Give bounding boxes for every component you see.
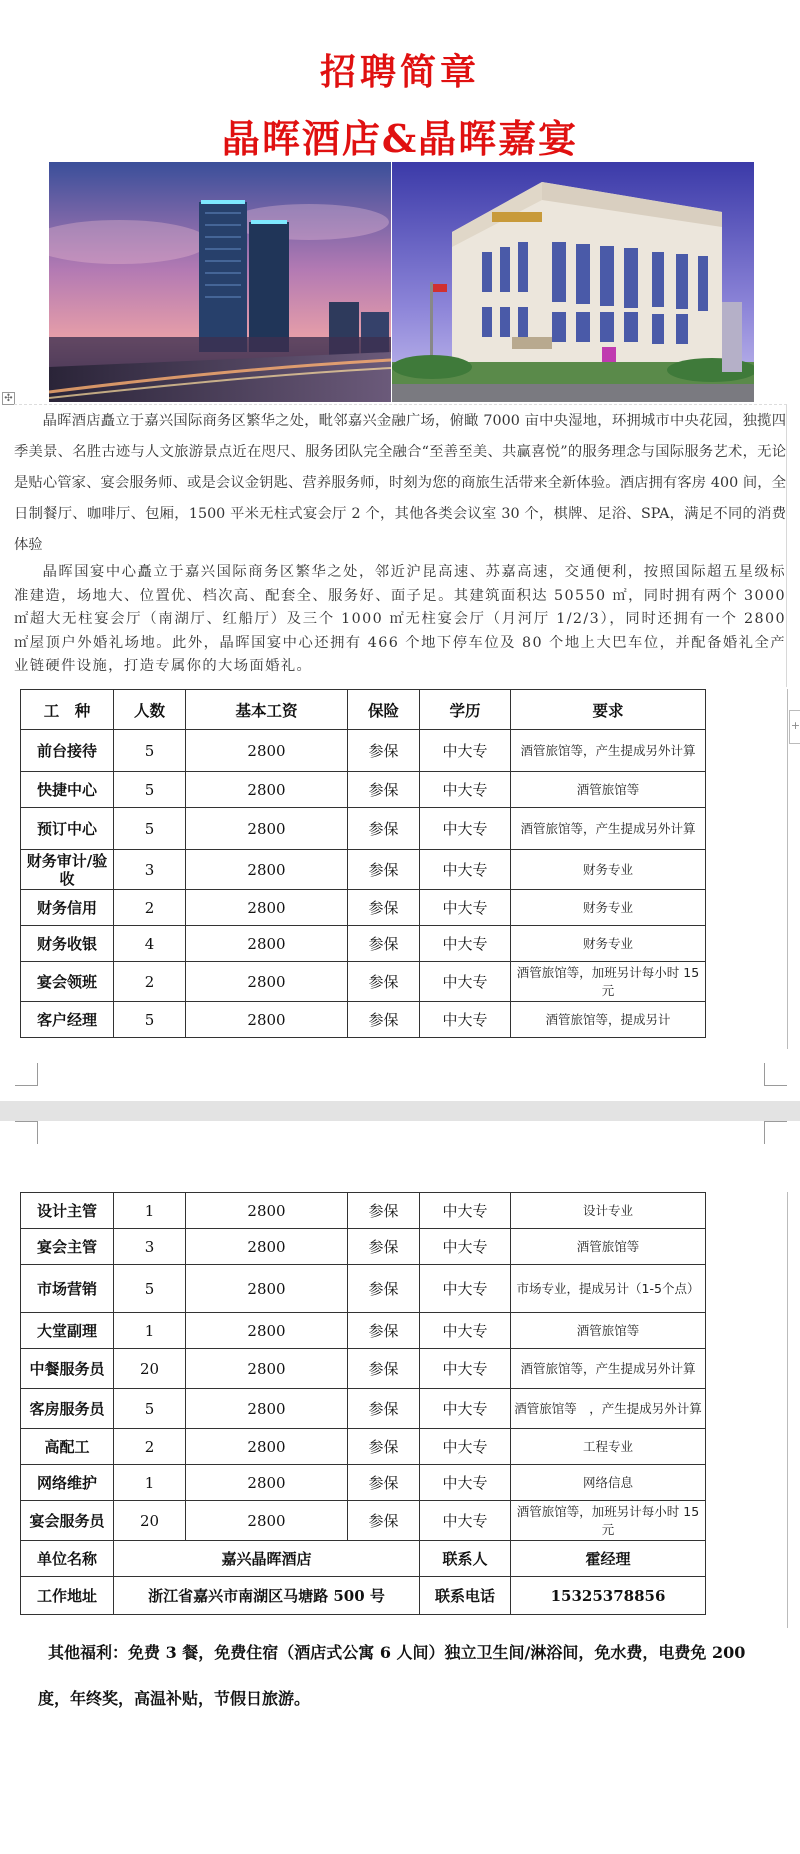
requirement: 市场专业，提成另计（1-5个点） (511, 1265, 706, 1313)
table-row (21, 1349, 706, 1389)
headcount: 1 (114, 1465, 186, 1501)
education: 中大专 (420, 1429, 511, 1465)
job-title: 中餐服务员 (21, 1349, 114, 1389)
column-header: 学历 (420, 690, 511, 730)
base-salary: 2800 (186, 1389, 348, 1429)
column-header: 保险 (348, 690, 420, 730)
base-salary: 2800 (186, 1313, 348, 1349)
table-row (21, 926, 706, 962)
phone-number: 15325378856 (511, 1577, 706, 1615)
education: 中大专 (420, 730, 511, 772)
job-title: 宴会服务员 (21, 1501, 114, 1541)
insurance: 参保 (348, 808, 420, 850)
company-name: 嘉兴晶晖酒店 (114, 1541, 420, 1577)
job-title: 宴会领班 (21, 962, 114, 1002)
page-gap (0, 1101, 800, 1121)
page-right-border (787, 689, 788, 1049)
job-title: 宴会主管 (21, 1229, 114, 1265)
hotel-intro-paragraph: 晶晖酒店矗立于嘉兴国际商务区繁华之处，毗邻嘉兴金融广场，俯瞰 7000 亩中央湿地，环拥城市中央花园，独揽四季美景、名胜古迹与人文旅游景点近在咫尺、服务团队完全融合“至善至美、共赢喜悦”的服务理念与国际服务艺术，无论是贴心管家、宴会服务师、或是会议金钥匙、营养服务师，时刻为您的商旅生活带来全新体验。酒店拥有客房 400 间，全日制餐厅、咖啡厅、包厢，1500 平米无柱式宴会厅 2 个，其他各类会议室 30 个，棋牌、足浴、SPA，满足不同的消费体验 (14, 413, 786, 553)
other-benefits: 其他福利：免费 3 餐，免费住宿（酒店式公寓 6 人间）独立卫生间/淋浴间，免水费，电费免 200 度，年终奖，高温补贴，节假日旅游。 (38, 1643, 746, 1708)
education: 中大专 (420, 1193, 511, 1229)
requirement: 工程专业 (511, 1429, 706, 1465)
insurance: 参保 (348, 850, 420, 890)
headcount: 5 (114, 772, 186, 808)
base-salary: 2800 (186, 1193, 348, 1229)
headcount: 5 (114, 1002, 186, 1038)
headcount: 5 (114, 730, 186, 772)
page-corner-mark (764, 1063, 787, 1086)
contact-person: 霍经理 (511, 1541, 706, 1577)
base-salary: 2800 (186, 730, 348, 772)
headcount: 1 (114, 1313, 186, 1349)
base-salary: 2800 (186, 1465, 348, 1501)
requirement: 网络信息 (511, 1465, 706, 1501)
base-salary: 2800 (186, 1002, 348, 1038)
requirement: 酒管旅馆等，产生提成另外计算 (511, 1349, 706, 1389)
city-night-photo (49, 162, 391, 402)
requirement: 酒管旅馆等 (511, 1229, 706, 1265)
job-title: 财务审计/验收 (21, 850, 114, 890)
education: 中大专 (420, 1501, 511, 1541)
table-row (21, 1429, 706, 1465)
job-title: 快捷中心 (21, 772, 114, 808)
education: 中大专 (420, 962, 511, 1002)
jobs-table-page2 (20, 1192, 706, 1615)
page-corner-mark (15, 1063, 38, 1086)
table-row (21, 962, 706, 1002)
table-row (21, 1389, 706, 1429)
page-corner-mark (764, 1121, 787, 1144)
job-title: 财务信用 (21, 890, 114, 926)
base-salary: 2800 (186, 850, 348, 890)
insurance: 参保 (348, 1229, 420, 1265)
insurance: 参保 (348, 730, 420, 772)
table-row (21, 1265, 706, 1313)
job-title: 客户经理 (21, 1002, 114, 1038)
job-title: 大堂副理 (21, 1313, 114, 1349)
table-row (21, 890, 706, 926)
education: 中大专 (420, 1265, 511, 1313)
hotel-photos (49, 162, 754, 402)
education: 中大专 (420, 1002, 511, 1038)
requirement: 酒管旅馆等 (511, 1313, 706, 1349)
insurance: 参保 (348, 1429, 420, 1465)
insurance: 参保 (348, 926, 420, 962)
table-row (21, 1002, 706, 1038)
table-row (21, 808, 706, 850)
address-label: 工作地址 (21, 1577, 114, 1615)
base-salary: 2800 (186, 808, 348, 850)
headcount: 3 (114, 1229, 186, 1265)
insurance: 参保 (348, 1349, 420, 1389)
headcount: 5 (114, 808, 186, 850)
job-title: 预订中心 (21, 808, 114, 850)
requirement: 酒管旅馆等，产生提成另外计算 (511, 808, 706, 850)
base-salary: 2800 (186, 1349, 348, 1389)
insurance: 参保 (348, 1501, 420, 1541)
table-row (21, 850, 706, 890)
column-header: 人数 (114, 690, 186, 730)
headcount: 2 (114, 890, 186, 926)
education: 中大专 (420, 1229, 511, 1265)
table-row (21, 1313, 706, 1349)
table-row (21, 1229, 706, 1265)
work-address: 浙江省嘉兴市南湖区马塘路 500 号 (114, 1577, 420, 1615)
insurance: 参保 (348, 1313, 420, 1349)
contact-row (21, 1541, 706, 1577)
insurance: 参保 (348, 1465, 420, 1501)
contact-row (21, 1577, 706, 1615)
page-right-border (787, 1192, 788, 1628)
requirement: 财务专业 (511, 890, 706, 926)
table-header-row (21, 690, 706, 730)
job-title: 市场营销 (21, 1265, 114, 1313)
headcount: 20 (114, 1349, 186, 1389)
column-header: 工 种 (21, 690, 114, 730)
table-row (21, 772, 706, 808)
education: 中大专 (420, 850, 511, 890)
job-title: 财务收银 (21, 926, 114, 962)
job-title: 前台接待 (21, 730, 114, 772)
education: 中大专 (420, 1349, 511, 1389)
page-corner-mark (15, 1121, 38, 1144)
requirement: 酒管旅馆等 ，产生提成另外计算 (511, 1389, 706, 1429)
requirement: 酒管旅馆等 (511, 772, 706, 808)
requirement: 财务专业 (511, 926, 706, 962)
hotel-name-title: 晶晖酒店&晶晖嘉宴 (221, 116, 579, 161)
insurance: 参保 (348, 1002, 420, 1038)
table-row (21, 730, 706, 772)
requirement: 酒管旅馆等，提成另计 (511, 1002, 706, 1038)
table-row (21, 1501, 706, 1541)
headcount: 2 (114, 962, 186, 1002)
requirement: 酒管旅馆等，产生提成另外计算 (511, 730, 706, 772)
base-salary: 2800 (186, 1265, 348, 1313)
move-handle-icon[interactable]: ✣ (2, 392, 15, 405)
plus-icon[interactable]: + (789, 710, 800, 744)
headcount: 20 (114, 1501, 186, 1541)
page-title: 招聘简章 (319, 51, 480, 93)
requirement: 设计专业 (511, 1193, 706, 1229)
base-salary: 2800 (186, 1229, 348, 1265)
insurance: 参保 (348, 1389, 420, 1429)
insurance: 参保 (348, 1265, 420, 1313)
column-header: 基本工资 (186, 690, 348, 730)
headcount: 4 (114, 926, 186, 962)
banquet-building-photo (392, 162, 754, 402)
insurance: 参保 (348, 890, 420, 926)
education: 中大专 (420, 890, 511, 926)
insurance: 参保 (348, 962, 420, 1002)
education: 中大专 (420, 926, 511, 962)
insurance: 参保 (348, 772, 420, 808)
base-salary: 2800 (186, 890, 348, 926)
education: 中大专 (420, 1389, 511, 1429)
job-title: 客房服务员 (21, 1389, 114, 1429)
education: 中大专 (420, 808, 511, 850)
job-title: 高配工 (21, 1429, 114, 1465)
base-salary: 2800 (186, 926, 348, 962)
column-header: 要求 (511, 690, 706, 730)
base-salary: 2800 (186, 1429, 348, 1465)
contact-person-label: 联系人 (420, 1541, 511, 1577)
table-row (21, 1465, 706, 1501)
education: 中大专 (420, 772, 511, 808)
phone-label: 联系电话 (420, 1577, 511, 1615)
company-label: 单位名称 (21, 1541, 114, 1577)
headcount: 1 (114, 1193, 186, 1229)
banquet-intro-paragraph: 晶晖国宴中心矗立于嘉兴国际商务区繁华之处，邻近沪昆高速、苏嘉高速，交通便利，按照国际超五星级标准建造，场地大、位置优、档次高、配套全、服务好、面子足。其建筑面积达 50550 ㎡，同时拥有两个 3000 ㎡超大无柱宴会厅（南湖厅、红船厅）及三个 1000 ㎡无柱宴会厅（月河厅 1/2/3），同时还拥有一个 2800 ㎡屋顶户外婚礼场地。此外，晶晖国宴中心还拥有 466 个地下停车位及 80 个地上大巴车位，并配备婚礼全产业链硬件设施，打造专属你的大场面婚礼。 (14, 564, 786, 674)
requirement: 酒管旅馆等，加班另计每小时 15元 (511, 1501, 706, 1541)
table-row (21, 1193, 706, 1229)
job-title: 设计主管 (21, 1193, 114, 1229)
base-salary: 2800 (186, 772, 348, 808)
jobs-table-page1 (20, 689, 706, 1038)
intro-section (14, 404, 787, 687)
headcount: 3 (114, 850, 186, 890)
base-salary: 2800 (186, 1501, 348, 1541)
requirement: 财务专业 (511, 850, 706, 890)
education: 中大专 (420, 1313, 511, 1349)
headcount: 2 (114, 1429, 186, 1465)
insurance: 参保 (348, 1193, 420, 1229)
job-title: 网络维护 (21, 1465, 114, 1501)
headcount: 5 (114, 1389, 186, 1429)
headcount: 5 (114, 1265, 186, 1313)
requirement: 酒管旅馆等，加班另计每小时 15元 (511, 962, 706, 1002)
base-salary: 2800 (186, 962, 348, 1002)
education: 中大专 (420, 1465, 511, 1501)
